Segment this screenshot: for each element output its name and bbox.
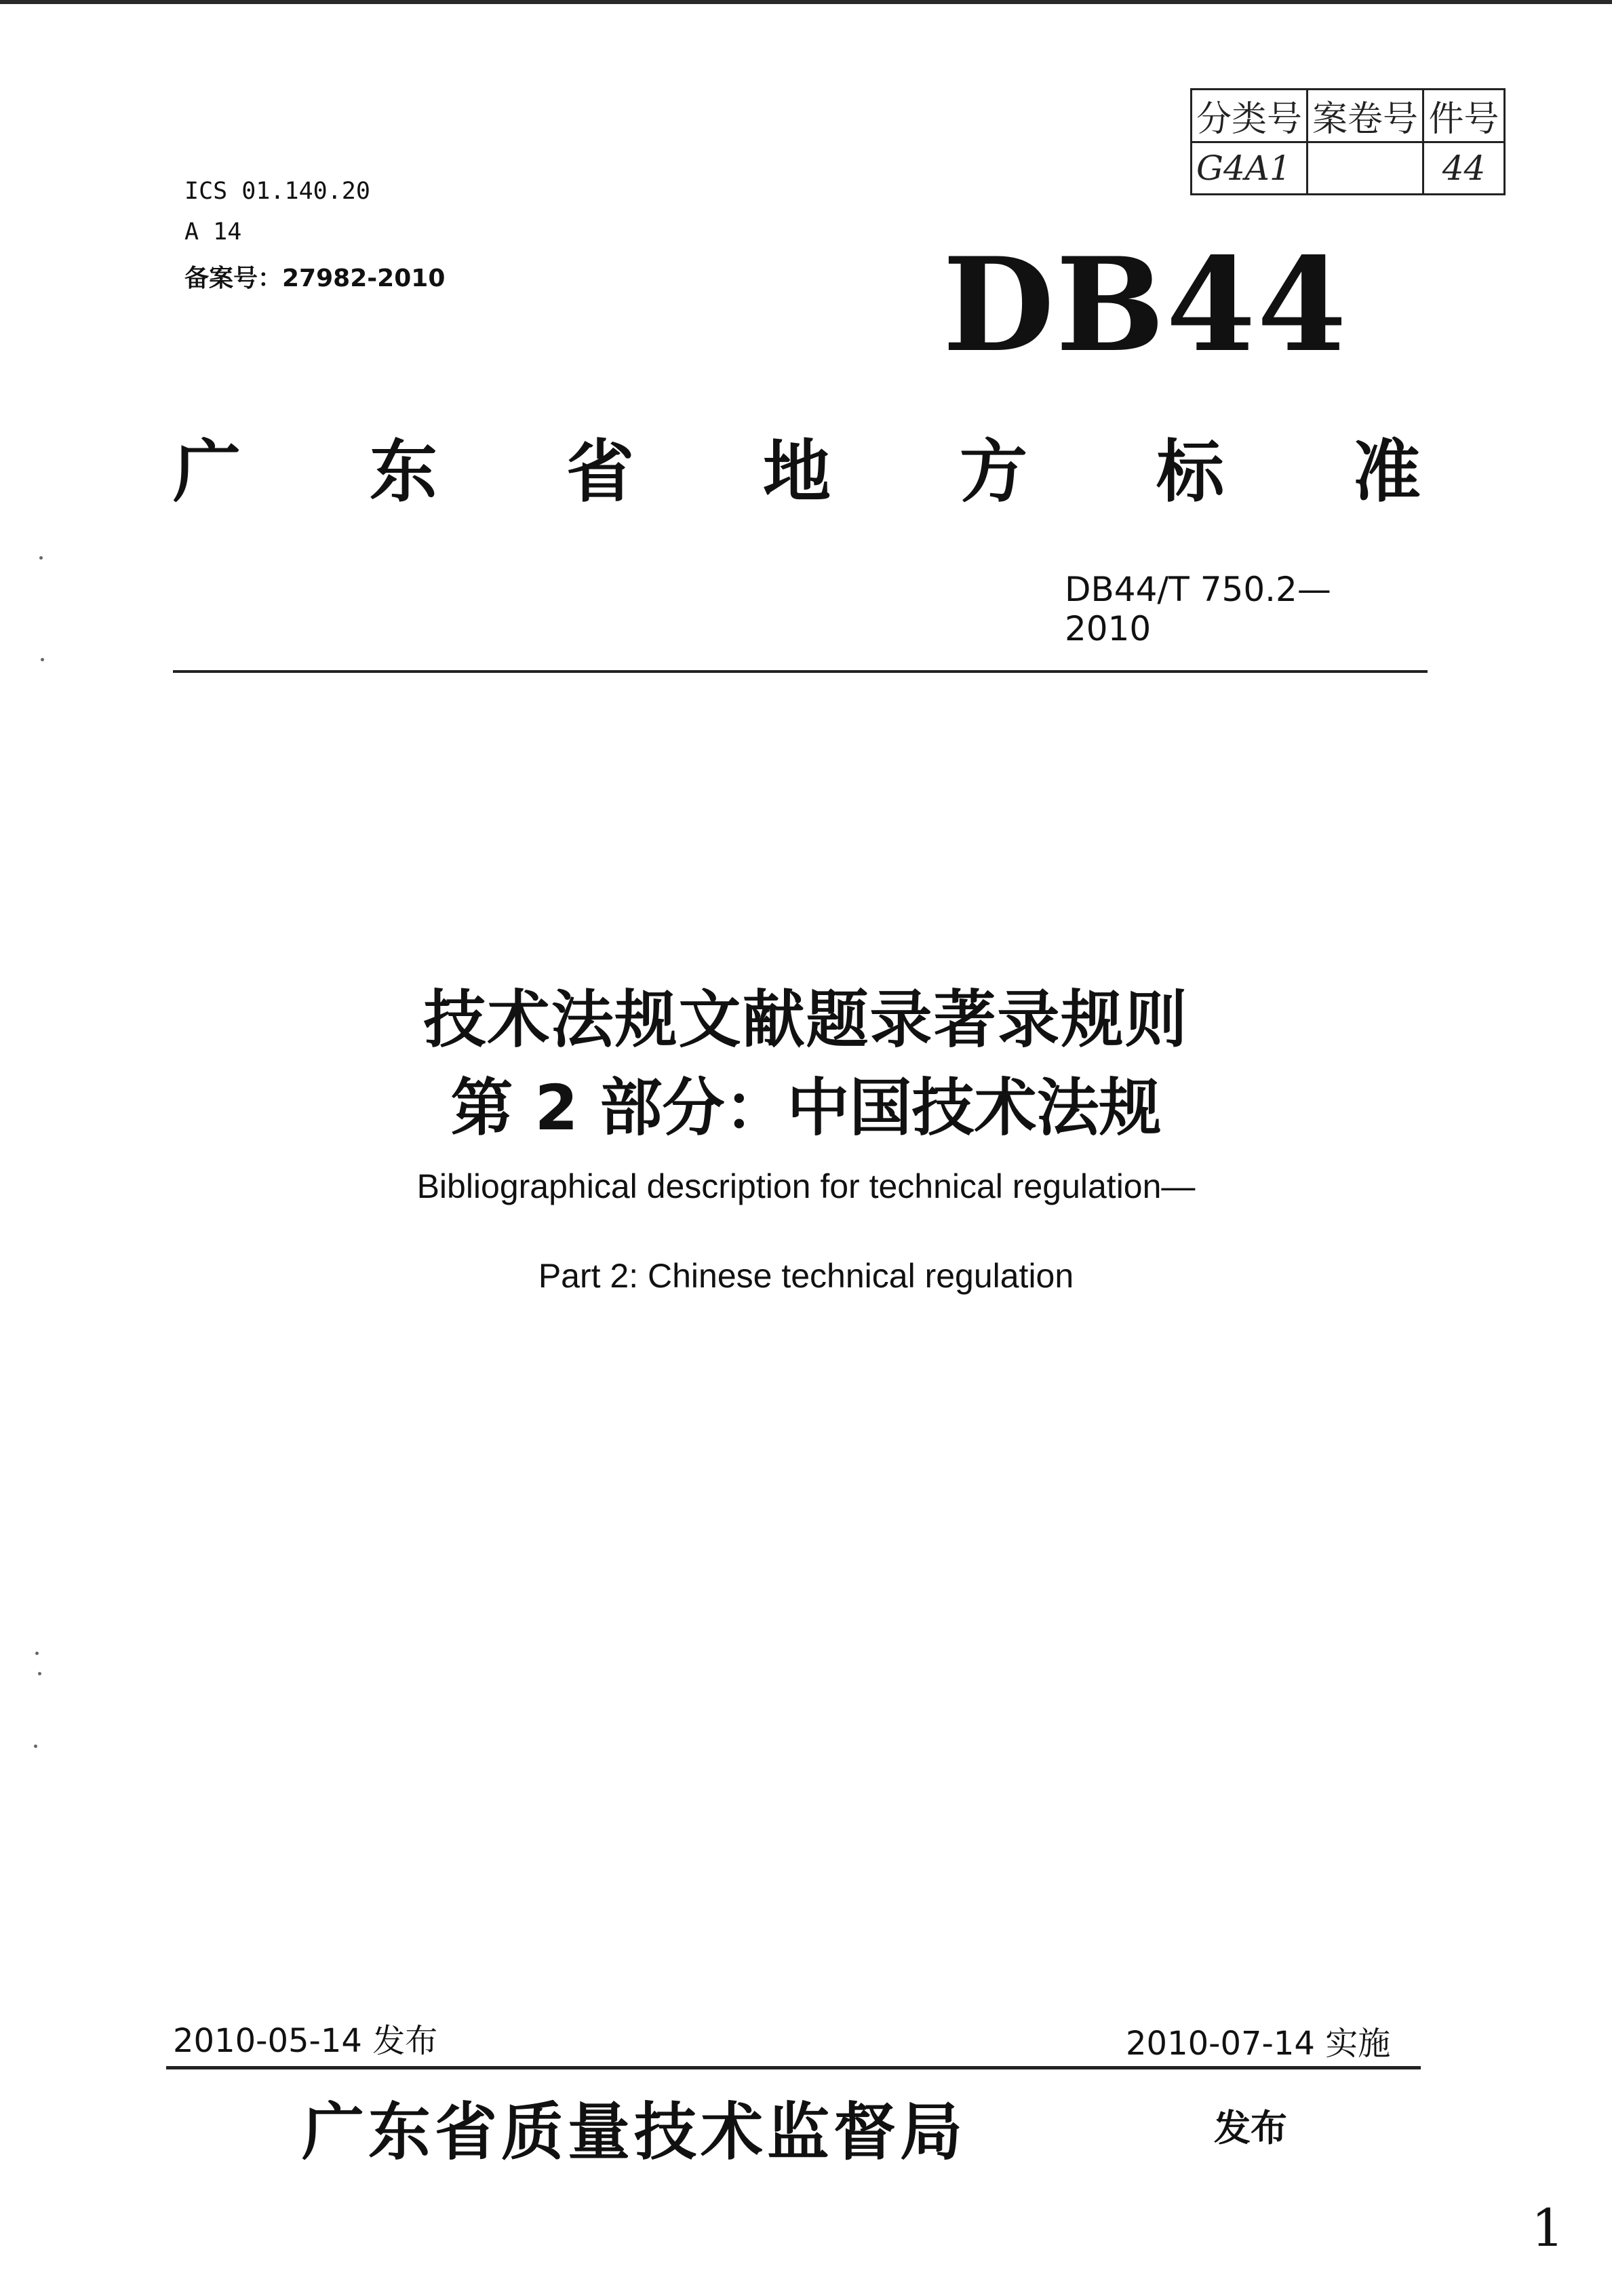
title-en-line1: Bibliographical description for technical regulation— — [416, 1167, 1196, 1205]
standard-type-char: 地 — [763, 432, 831, 511]
title-en-line2: Part 2: Chinese technical regulation — [538, 1257, 1074, 1295]
stamp-value-item-no: 44 — [1423, 142, 1505, 195]
scan-speck — [34, 1745, 37, 1748]
standard-type-char: 方 — [960, 432, 1027, 511]
title-zh-line1: 技术法规文献题录著录规则 — [423, 984, 1189, 1056]
stamp-header-row — [1192, 90, 1505, 142]
stamp-header-classification: 分类号 — [1192, 90, 1308, 142]
standard-type-char: 广 — [173, 432, 241, 511]
scan-speck — [38, 1672, 41, 1675]
title-zh-line2: 第 2 部分：中国技术法规 — [450, 1072, 1162, 1144]
scan-top-edge — [0, 0, 1612, 4]
archive-stamp-table — [1190, 88, 1506, 195]
implementation-date: 2010-07-14 实施 — [1126, 2025, 1391, 2063]
standard-type-char: 东 — [370, 432, 437, 511]
standard-type-char: 准 — [1353, 432, 1421, 511]
header-divider — [173, 670, 1428, 673]
publisher-name: 广东省质量技术监督局 — [302, 2095, 967, 2168]
issue-date: 2010-05-14 发布 — [173, 2022, 438, 2060]
footer-divider — [166, 2066, 1421, 2069]
standard-type-char: 标 — [1156, 432, 1224, 511]
standard-number: DB44/T 750.2—2010 — [1065, 570, 1331, 648]
stamp-header-file-no: 案卷号 — [1308, 90, 1423, 142]
publish-label: 发布 — [1214, 2107, 1287, 2149]
stamp-value-classification: G4A1 — [1192, 142, 1308, 195]
standard-type-heading — [173, 417, 1421, 515]
stamp-value-row — [1192, 142, 1505, 195]
standard-code-logo: DB44 — [943, 229, 1348, 381]
stamp-header-item-no: 件号 — [1423, 90, 1505, 142]
scan-speck — [39, 556, 43, 560]
ics-code: ICS 01.140.20 — [184, 178, 370, 205]
standard-type-char: 省 — [566, 432, 634, 511]
stamp-value-file-no — [1308, 142, 1423, 195]
record-number: 备案号：27982-2010 — [184, 265, 446, 292]
ccs-code: A 14 — [184, 218, 242, 246]
page-number: 1 — [1531, 2198, 1565, 2258]
scan-speck — [35, 1652, 39, 1655]
scan-speck — [41, 658, 44, 661]
